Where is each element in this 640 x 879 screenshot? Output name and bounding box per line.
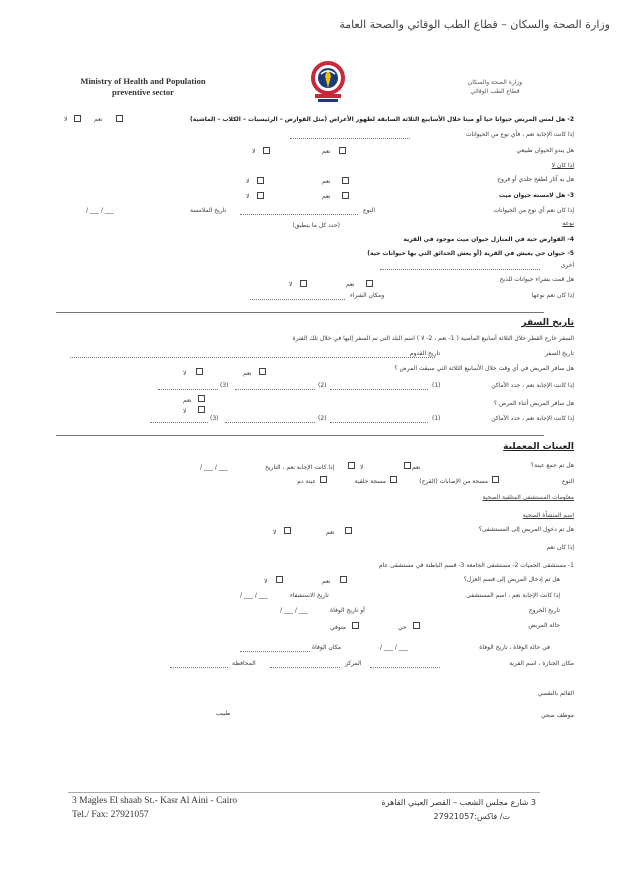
q5-bought-yes-checkbox[interactable] (366, 280, 373, 287)
travel-departure-label: تاريخ السفر (544, 350, 574, 357)
ministry-name-arabic: وزارة الصحة والسكان (467, 79, 523, 86)
hospital-isolation-no-checkbox[interactable] (276, 576, 283, 583)
hospital-admitted-yes-checkbox[interactable] (345, 527, 352, 534)
travel-place-4-number: (1) (432, 415, 441, 422)
q5-bought-animals-label: هل قمت بشراء حيوانات للذبح (499, 276, 574, 283)
travel-place-6-field[interactable] (150, 422, 208, 423)
hospital-admission-date-label: تاريخ الاستشفاء (290, 592, 329, 599)
hospital-name-if-yes-label: إذا كانت الإجابة نعم ، اسم المستشفى (466, 592, 560, 599)
hospital-admitted-question: هل تم دخول المريض إلى المستشفى؟ (478, 526, 574, 533)
travel-abroad-question: السفر خارج القطر خلال الثلاثة أسابيع الماضية ( 1- نعم ، 2- لا ) اسم البلد التي تم السفر إليها في خلال تلك الفترة (292, 335, 574, 342)
hospital-death-date-label: أو تاريخ الوفاة (330, 607, 365, 614)
q2-rash-no-label: لا (246, 178, 250, 185)
q2-healthy-no-label: لا (252, 148, 256, 155)
q3-no-label: لا (246, 193, 250, 200)
samples-throat-checkbox[interactable] (390, 476, 397, 483)
samples-throat-label: مسحة حلقية (354, 478, 386, 485)
hospital-name-label: اسم المنشأة الصحية (522, 512, 574, 519)
q3-type-label: نوعه (562, 220, 574, 227)
footer-phone-arabic: ت/ فاكس:27921057 (433, 812, 510, 821)
q5-bought-no-label: لا (289, 281, 293, 288)
samples-lesion-label: مسحة من الإصابات (القرح) (419, 478, 488, 485)
q3-its-type-label: النوع (363, 207, 375, 214)
patient-alive-label: حي (398, 624, 407, 631)
death-date-label: في حالة الوفاة ، تاريخ الوفاة (479, 644, 550, 651)
q5-other-field[interactable] (380, 269, 540, 270)
travel-places-label: إذا كانت الإجابة نعم ، حدد الأماكن (491, 382, 574, 389)
q5-animal-type-label: إذا كان نعم نوعها (531, 292, 574, 299)
travel-before-illness-question: هل سافر المريض في أي وقت خلال الأسابيع الثلاثة التي سبقت المرض ؟ (394, 365, 574, 372)
travel-place-5-number: (2) (318, 415, 327, 422)
travel-return-label: تاريخ القدوم (409, 350, 440, 357)
q2-healthy-yes-checkbox[interactable] (339, 147, 346, 154)
footer-address-english: 3 Magles El shaab St.- Kasr Al Aini - Cairo (72, 796, 238, 806)
hospital-isolation-yes-checkbox[interactable] (340, 576, 347, 583)
death-place-label: مكان الوفاة (312, 644, 342, 651)
q5-bought-yes-label: نعم (346, 281, 355, 288)
governorate-field[interactable] (170, 667, 228, 668)
travel-before-no-checkbox[interactable] (196, 368, 203, 375)
samples-lesion-checkbox[interactable] (492, 476, 499, 483)
hospital-admitted-no-checkbox[interactable] (284, 527, 291, 534)
travel-during-yes-checkbox[interactable] (198, 395, 205, 402)
q2-rash-no-checkbox[interactable] (257, 177, 264, 184)
hospital-isolation-yes-label: نعم (322, 578, 331, 585)
travel-place-1-number: (1) (432, 382, 441, 389)
hospital-admitted-yes-label: نعم (326, 529, 335, 536)
samples-type-label: النوع (562, 478, 574, 485)
travel-place-3-field[interactable] (158, 389, 218, 390)
q5-live-animal-question: 5- حيوان حي يعيش في القرية (أو يعش الحدائق التي بها حيوانات حية) (367, 250, 574, 257)
travel-place-2-number: (2) (318, 382, 327, 389)
district-field[interactable] (270, 667, 340, 668)
travel-section-title: تاريخ السفر (521, 318, 574, 328)
section-divider (56, 435, 544, 436)
q3-specify-note: (حدد كل ما ينطبق) (292, 222, 340, 229)
q2-animal-contact-question: 2- هل لمس المريض حيوانا حيا أو ميتا خلال الأسابيع الثلاثة السابقة لظهور الأعراض (مثل القوارض – الرئيسيات – الكلاب – الماشية) (189, 116, 574, 123)
burial-village-label: مكان الجنازة ، اسم القرية (509, 660, 574, 667)
samples-date-label: إذا كانت الإجابة نعم ، التاريخ (265, 464, 335, 471)
q2-animal-type-label: إذا كانت الإجابة نعم ، فأي نوع من الحيوانات (465, 131, 574, 138)
q4-rodents-question: 4- القوارض حية في المنازل حيوان ميت موجود في القرية (403, 236, 574, 243)
travel-place-2-field[interactable] (235, 389, 315, 390)
travel-place-6-number: (3) (210, 415, 219, 422)
q2-healthy-no-checkbox[interactable] (263, 147, 270, 154)
samples-no-checkbox[interactable] (348, 462, 355, 469)
hospital-admitted-no-label: لا (273, 529, 277, 536)
samples-collected-question: هل تم جمع عينة؟ (530, 462, 574, 469)
travel-place-4-field[interactable] (330, 422, 428, 423)
hospital-admission-date-field[interactable]: / ___ / ___ (240, 592, 268, 599)
footer-divider (68, 792, 540, 793)
ministry-title-arabic: وزارة الصحة والسكان – قطاع الطب الوقائي والصحة العامة (339, 18, 610, 31)
hospital-isolation-no-label: لا (264, 578, 268, 585)
samples-yes-checkbox[interactable] (404, 462, 411, 469)
death-date-field[interactable]: / ___ / ___ (380, 644, 408, 651)
q3-yes-checkbox[interactable] (342, 192, 349, 199)
q2-if-no-label: إذا كان لا (551, 162, 574, 169)
samples-no-label: لا (360, 464, 364, 471)
travel-place-5-field[interactable] (225, 422, 315, 423)
q2-animal-type-field[interactable] (290, 138, 410, 139)
travel-places-2-label: إذا كانت الإجابة نعم ، حدد الأماكن (491, 415, 574, 422)
footer-address-arabic: 3 شارع مجلس الشعب – القصر العيني القاهرة (381, 798, 536, 807)
travel-before-yes-label: نعم (243, 370, 252, 377)
q5-purchase-place-label: ومكان الشراء (350, 292, 385, 299)
burial-village-field[interactable] (370, 667, 440, 668)
death-place-field[interactable] (240, 651, 310, 652)
q2-healthy-label: هل يبدو الحيوان طبيعي (516, 147, 574, 154)
q5-bought-no-checkbox[interactable] (300, 280, 307, 287)
ministry-name-english: Ministry of Health and Population (80, 76, 206, 86)
q2-yes-label: نعم (94, 116, 103, 123)
hospital-if-yes-label: إذا كان نعم (546, 544, 574, 551)
sector-name-arabic: قطاع الطب الوقائي (470, 88, 520, 95)
sector-name-english: preventive sector (112, 87, 174, 97)
footer-phone-english: Tel./ Fax: 27921057 (72, 810, 149, 820)
health-officer-label: موظف صحي (540, 712, 574, 719)
section-divider (56, 312, 544, 313)
q3-dead-animal-question: 3- هل لامسته حيوان ميت (498, 192, 574, 199)
q2-no-checkbox[interactable] (74, 115, 81, 122)
q5-other-label: أخرى (560, 262, 574, 269)
hospital-discharge-date-label: تاريخ الخروج (528, 607, 560, 614)
hospital-info-heading: معلومات المستشفى المتلقية الصحية (482, 494, 574, 501)
travel-during-no-label: لا (183, 408, 187, 415)
samples-blood-label: عينة دم (297, 478, 316, 485)
hospital-type-options: 1- مستشفى الحميات 2- مستشفى الجامعة 3- قسم الباطنة في مستشفى عام (378, 562, 574, 569)
hospital-discharge-date-field[interactable]: / ___ / ___ (280, 607, 308, 614)
travel-before-yes-checkbox[interactable] (259, 368, 266, 375)
q5-purchase-place-field[interactable] (250, 299, 345, 300)
samples-yes-label: نعم (412, 464, 421, 471)
samples-section-title: العينات المعملية (503, 442, 574, 452)
q2-rash-yes-checkbox[interactable] (342, 177, 349, 184)
governorate-label: المحافظة (232, 660, 256, 667)
travel-before-no-label: لا (183, 370, 187, 377)
travel-during-illness-question: هل سافر المريض أثناء المرض ؟ (493, 400, 574, 407)
q2-rash-yes-label: نعم (322, 178, 331, 185)
patient-dead-label: متوفي (330, 624, 346, 631)
travel-during-no-checkbox[interactable] (198, 406, 205, 413)
q3-yes-label: نعم (322, 193, 331, 200)
patient-dead-checkbox[interactable] (352, 622, 359, 629)
q3-species-field[interactable] (240, 214, 358, 215)
q2-rash-label: هل به آثار لطفح جلدي أو قروح (497, 176, 574, 183)
ministry-emblem-icon (309, 52, 347, 106)
q3-contact-date-field[interactable]: / ___ / ___ (86, 207, 114, 214)
q3-no-checkbox[interactable] (257, 192, 264, 199)
q2-yes-checkbox[interactable] (116, 115, 123, 122)
samples-blood-checkbox[interactable] (320, 476, 327, 483)
patient-status-label: حالة المريض (528, 622, 560, 629)
doctor-label: طبيب (216, 710, 231, 717)
q2-healthy-yes-label: نعم (322, 148, 331, 155)
q3-animal-type-label: إذا كان نعم أي نوع من الحيوانات (493, 207, 574, 214)
travel-during-yes-label: نعم (183, 397, 192, 404)
q3-contact-date-label: تاريخ الملامسة (190, 207, 227, 214)
patient-alive-checkbox[interactable] (413, 622, 420, 629)
hospital-isolation-question: هل تم إدخال المريض إلى قسم العزل؟ (463, 576, 560, 583)
investigator-label: القائم بالتقصي (537, 690, 574, 697)
samples-date-field[interactable]: / ___ / ___ (200, 464, 228, 471)
q2-no-label: لا (64, 116, 68, 123)
travel-dates-field[interactable] (70, 357, 435, 358)
travel-place-3-number: (3) (220, 382, 229, 389)
district-label: المركز (345, 660, 362, 667)
travel-place-1-field[interactable] (330, 389, 428, 390)
